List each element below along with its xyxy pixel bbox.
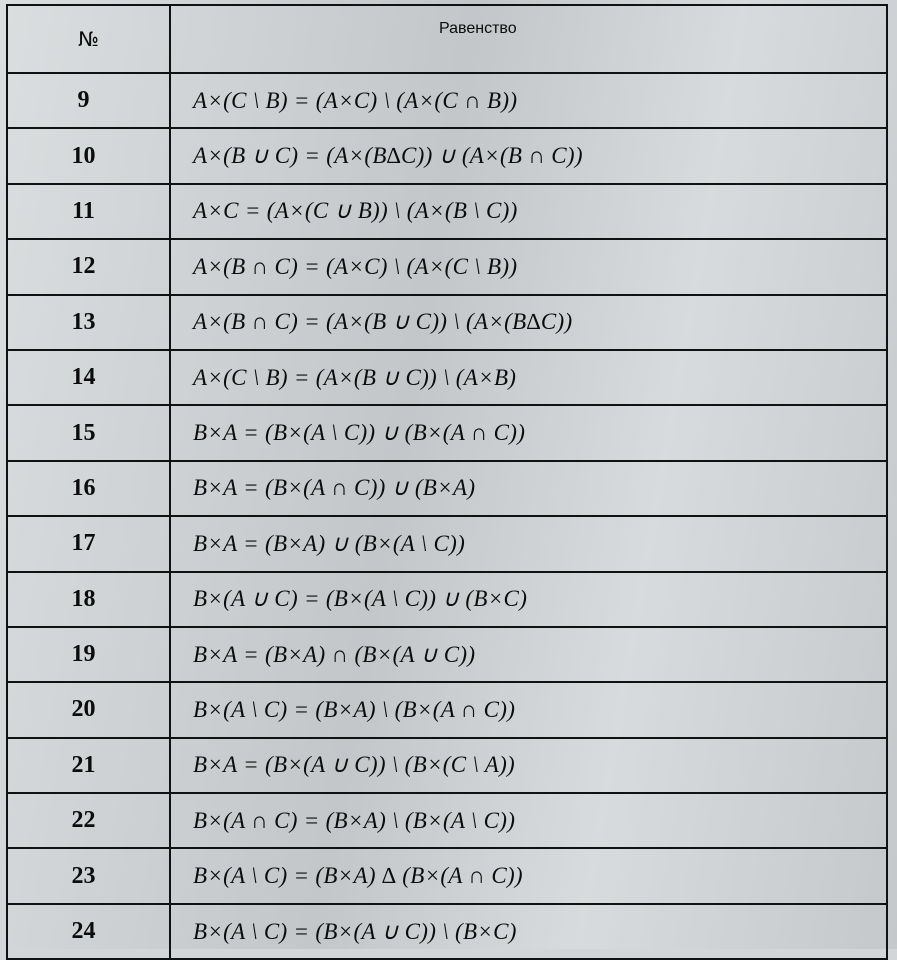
header-number: № (7, 5, 170, 73)
row-formula: B×A = (B×(A ∩ C)) ∪ (B×A) (170, 461, 887, 516)
table-row (7, 405, 887, 460)
row-formula: B×(A \ C) = (B×A) ∆ (B×(A ∩ C)) (170, 848, 887, 903)
row-formula: A×C = (A×(C ∪ B)) \ (A×(B \ C)) (170, 184, 887, 239)
row-formula: B×A = (B×A) ∩ (B×(A ∪ C)) (170, 627, 887, 682)
row-number: 21 (7, 738, 170, 793)
row-formula: A×(B ∩ C) = (A×(B ∪ C)) \ (A×(B∆C)) (170, 295, 887, 350)
table-row (7, 793, 887, 848)
table-row (7, 350, 887, 405)
table-row (7, 184, 887, 239)
table-row (7, 461, 887, 516)
header-equality: Равенство (170, 5, 887, 73)
row-formula: B×(A \ C) = (B×(A ∪ C)) \ (B×C) (170, 904, 887, 959)
row-formula: A×(B ∪ C) = (A×(B∆C)) ∪ (A×(B ∩ C)) (170, 128, 887, 183)
row-number: 14 (7, 350, 170, 405)
row-number: 20 (7, 682, 170, 737)
row-number: 11 (7, 184, 170, 239)
row-formula: A×(C \ B) = (A×C) \ (A×(C ∩ B)) (170, 73, 887, 128)
row-number: 9 (7, 73, 170, 128)
row-number: 24 (7, 904, 170, 959)
row-number: 12 (7, 239, 170, 294)
row-number: 19 (7, 627, 170, 682)
table-header-row (7, 5, 887, 73)
table-row (7, 128, 887, 183)
equalities-table (6, 4, 888, 960)
table-body (7, 73, 887, 959)
table-row (7, 904, 887, 959)
table-row (7, 848, 887, 903)
row-number: 22 (7, 793, 170, 848)
table-row (7, 239, 887, 294)
row-number: 10 (7, 128, 170, 183)
row-number: 23 (7, 848, 170, 903)
row-number: 13 (7, 295, 170, 350)
row-number: 16 (7, 461, 170, 516)
table-row (7, 516, 887, 571)
table-row (7, 627, 887, 682)
row-formula: B×(A ∪ C) = (B×(A \ C)) ∪ (B×C) (170, 572, 887, 627)
row-formula: B×(A \ C) = (B×A) \ (B×(A ∩ C)) (170, 682, 887, 737)
table-row (7, 682, 887, 737)
row-number: 18 (7, 572, 170, 627)
table-row (7, 73, 887, 128)
row-formula: B×(A ∩ C) = (B×A) \ (B×(A \ C)) (170, 793, 887, 848)
row-formula: B×A = (B×(A ∪ C)) \ (B×(C \ A)) (170, 738, 887, 793)
table-row (7, 295, 887, 350)
row-number: 17 (7, 516, 170, 571)
row-formula: A×(B ∩ C) = (A×C) \ (A×(C \ B)) (170, 239, 887, 294)
row-number: 15 (7, 405, 170, 460)
row-formula: B×A = (B×A) ∪ (B×(A \ C)) (170, 516, 887, 571)
row-formula: A×(C \ B) = (A×(B ∪ C)) \ (A×B) (170, 350, 887, 405)
table-row (7, 738, 887, 793)
table-row (7, 572, 887, 627)
row-formula: B×A = (B×(A \ C)) ∪ (B×(A ∩ C)) (170, 405, 887, 460)
